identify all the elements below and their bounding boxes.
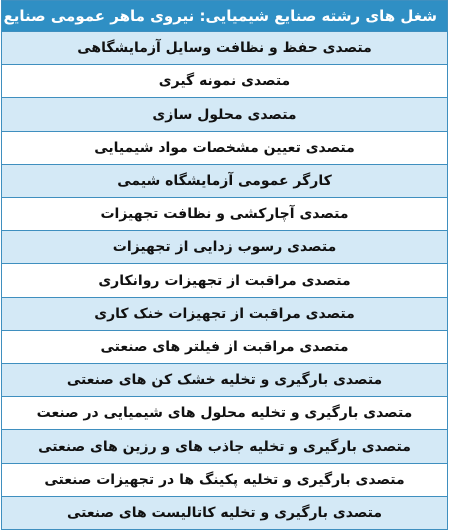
table-row: متصدی مراقبت از فیلتر های صنعتی xyxy=(2,331,447,364)
table-row: متصدی بارگیری و تخلیه خشک کن های صنعتی xyxy=(2,364,447,397)
table-row: متصدی بارگیری و تخلیه پکینگ ها در تجهیزات صنعتی xyxy=(2,464,447,497)
table-row: متصدی مراقبت از تجهیزات خنک کاری xyxy=(2,298,447,331)
table-row: متصدی نمونه گیری xyxy=(2,65,447,98)
table-row: کارگر عمومی آزمایشگاه شیمی xyxy=(2,165,447,198)
table-body xyxy=(2,32,447,529)
table-row: متصدی بارگیری و تخلیه جاذب های و رزین های صنعتی xyxy=(2,430,447,463)
table-row: متصدی تعیین مشخصات مواد شیمیایی xyxy=(2,132,447,165)
table-row: متصدی آچارکشی و نظافت تجهیزات xyxy=(2,198,447,231)
jobs-table xyxy=(1,0,448,530)
table-row: متصدی بارگیری و تخلیه کاتالیست های صنعتی xyxy=(2,497,447,529)
table-header: شغل های رشته صنایع شیمیایی: نیروی ماهر عمومی صنایع xyxy=(2,1,447,32)
table-row: متصدی مراقبت از تجهیزات روانکاری xyxy=(2,264,447,297)
table-row: متصدی حفظ و نظافت وسایل آزمایشگاهی xyxy=(2,32,447,65)
table-row: متصدی محلول سازی xyxy=(2,98,447,131)
table-row: متصدی بارگیری و تخلیه محلول های شیمیایی در صنعت xyxy=(2,397,447,430)
table-row: متصدی رسوب زدایی از تجهیزات xyxy=(2,231,447,264)
